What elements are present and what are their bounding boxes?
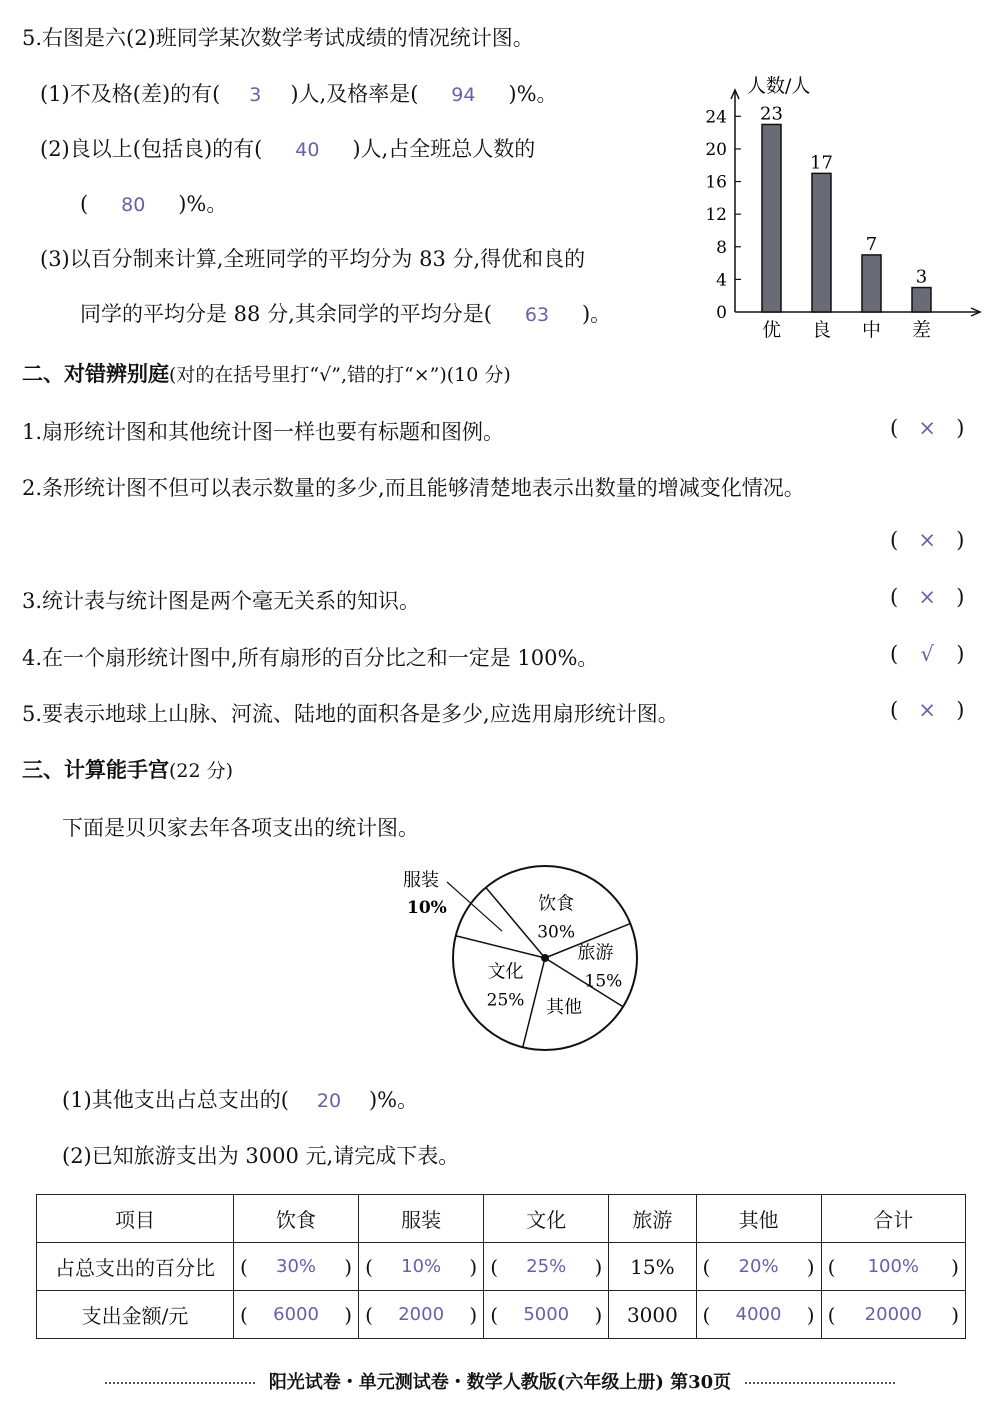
footer-divider-left <box>105 1382 255 1384</box>
y-tick-label: 4 <box>716 270 727 291</box>
table-cell-value: 10% <box>401 1256 442 1277</box>
table-header-cell: 合计 <box>821 1195 965 1243</box>
bar <box>912 288 931 312</box>
table-row-label: 支出金额/元 <box>37 1291 234 1339</box>
x-category-label: 中 <box>861 319 882 341</box>
table-header-cell: 旅游 <box>609 1195 696 1243</box>
judge-item-4: 4.在一个扇形统计图中,所有扇形的百分比之和一定是 100%。 <box>22 646 599 670</box>
bar-value-label: 7 <box>865 233 878 255</box>
bar <box>812 173 831 312</box>
pie-label-name: 服装 <box>403 870 439 891</box>
expense-table <box>36 1194 966 1339</box>
bar-value-label: 23 <box>760 103 783 125</box>
section3-header <box>22 754 233 784</box>
table-cell[interactable]: ( 20% ) <box>696 1243 821 1291</box>
table-cell[interactable]: ( 20000 ) <box>821 1291 965 1339</box>
q5-part1-answer1[interactable]: 3 <box>249 84 262 106</box>
page-footer <box>0 1368 1000 1394</box>
q5-part2-text-b: )人,占全班总人数的 <box>352 137 536 161</box>
q5-part1-text-c: )%。 <box>508 82 558 106</box>
score-bar-chart <box>695 60 985 360</box>
judge-mark-5: × <box>918 698 936 722</box>
q5-stem: 5.右图是六(2)班同学某次数学考试成绩的情况统计图。 <box>22 26 534 50</box>
q5-part1-text-b: )人,及格率是( <box>290 82 419 106</box>
table-cell-value: 5000 <box>523 1304 570 1325</box>
judge-bracket-5[interactable]: ( × ) <box>890 698 965 722</box>
judge-mark-3: × <box>918 585 936 609</box>
table-row-amount <box>37 1291 966 1339</box>
pie-label-percent: 25% <box>486 990 525 1011</box>
table-header-cell: 文化 <box>484 1195 609 1243</box>
x-category-label: 优 <box>761 319 782 341</box>
q5-part3: (3)以百分制来计算,全班同学的平均分为 83 分,得优和良的 <box>40 247 586 271</box>
bar <box>762 124 781 312</box>
section3-q1-text-a: (1)其他支出占总支出的( <box>62 1088 289 1112</box>
pie-label-percent: 10% <box>407 898 447 918</box>
x-category-label: 差 <box>911 319 932 341</box>
section3-intro: 下面是贝贝家去年各项支出的统计图。 <box>62 816 419 840</box>
table-header-row <box>37 1195 966 1243</box>
table-cell: 15% <box>609 1243 696 1291</box>
table-cell[interactable]: ( 6000 ) <box>234 1291 359 1339</box>
pie-label-name: 旅游 <box>577 942 614 964</box>
judge-bracket-1[interactable]: ( × ) <box>890 416 965 440</box>
table-cell-value: 2000 <box>398 1304 445 1325</box>
section3-q2: (2)已知旅游支出为 3000 元,请完成下表。 <box>62 1144 460 1168</box>
y-tick-label: 8 <box>716 237 727 258</box>
expense-pie-chart <box>395 858 655 1068</box>
table-cell[interactable]: ( 5000 ) <box>484 1291 609 1339</box>
pie-label-percent: 30% <box>537 922 576 943</box>
q5-part2-line2 <box>80 188 227 218</box>
table-cell-value: 20% <box>738 1256 779 1277</box>
section3-q1-answer[interactable]: 20 <box>316 1090 342 1112</box>
table-cell-value: 30% <box>276 1256 317 1277</box>
table-row-label: 占总支出的百分比 <box>37 1243 234 1291</box>
x-category-label: 良 <box>811 319 832 341</box>
footer-text: 阳光试卷・单元测试卷・数学人教版(六年级上册) 第30页 <box>268 1372 732 1393</box>
pie-label-name: 饮食 <box>538 893 575 915</box>
table-cell-value: 25% <box>526 1256 567 1277</box>
judge-bracket-4[interactable]: ( √ ) <box>890 642 965 666</box>
table-cell[interactable]: ( 10% ) <box>359 1243 484 1291</box>
y-tick-label: 24 <box>705 107 727 128</box>
y-axis-label: 人数/人 <box>747 75 811 97</box>
table-cell[interactable]: ( 100% ) <box>821 1243 965 1291</box>
q5-part2-text-a: (2)良以上(包括良)的有( <box>40 137 263 161</box>
table-header-cell: 服装 <box>359 1195 484 1243</box>
pie-center <box>541 954 549 962</box>
y-tick-label: 16 <box>705 172 727 193</box>
table-header-cell: 其他 <box>696 1195 821 1243</box>
table-cell-value: 20000 <box>864 1304 922 1325</box>
table-cell-value: 6000 <box>273 1304 319 1325</box>
table-row-percent <box>37 1243 966 1291</box>
q5-part2-text-c: ( <box>80 192 89 216</box>
section2-title: 二、对错辨别庭 <box>22 361 169 386</box>
table-header-cell: 项目 <box>37 1195 234 1243</box>
q5-part1-answer2[interactable]: 94 <box>451 84 476 106</box>
bar-value-label: 17 <box>810 152 833 174</box>
q5-part3-text-b: 同学的平均分是 88 分,其余同学的平均分是( <box>80 302 492 326</box>
pie-label-name: 文化 <box>487 961 524 983</box>
table-cell[interactable]: ( 25% ) <box>484 1243 609 1291</box>
bar-value-label: 3 <box>915 266 928 288</box>
q5-part2 <box>40 133 535 163</box>
y-tick-label: 12 <box>705 205 727 226</box>
q5-part1 <box>40 78 558 108</box>
judge-item-1: 1.扇形统计图和其他统计图一样也要有标题和图例。 <box>22 420 505 444</box>
section3-note: (22 分) <box>169 760 234 782</box>
q5-part3-text-c: )。 <box>581 302 612 326</box>
y-tick-label: 20 <box>705 139 727 160</box>
section2-header <box>22 358 511 388</box>
y-tick-label: 0 <box>716 303 727 323</box>
judge-bracket-3[interactable]: ( × ) <box>890 585 965 609</box>
table-cell: 3000 <box>609 1291 696 1339</box>
table-cell[interactable]: ( 4000 ) <box>696 1291 821 1339</box>
judge-item-3: 3.统计表与统计图是两个毫无关系的知识。 <box>22 589 421 613</box>
section3-q1 <box>62 1084 418 1114</box>
table-cell-value: 100% <box>867 1256 920 1277</box>
section2-note: (对的在括号里打“√”,错的打“×”)(10 分) <box>169 364 511 386</box>
judge-bracket-2[interactable]: ( × ) <box>890 528 965 552</box>
judge-item-2: 2.条形统计图不但可以表示数量的多少,而且能够清楚地表示出数量的增减变化情况。 <box>22 476 805 500</box>
section3-q1-text-b: )%。 <box>368 1088 419 1112</box>
q5-part3-answer[interactable]: 63 <box>524 304 550 326</box>
q5-part2-answer2[interactable]: 80 <box>121 194 146 216</box>
pie-label-name: 其他 <box>545 996 582 1018</box>
judge-item-5: 5.要表示地球上山脉、河流、陆地的面积各是多少,应选用扇形统计图。 <box>22 702 679 726</box>
table-header-cell: 饮食 <box>234 1195 359 1243</box>
q5-part2-text-d: )%。 <box>178 192 228 216</box>
table-cell-value: 4000 <box>735 1304 782 1325</box>
q5-part1-text-a: (1)不及格(差)的有( <box>40 82 221 106</box>
bar-chart-bars <box>762 124 931 312</box>
judge-mark-4: √ <box>920 642 934 666</box>
pie-label-percent: 15% <box>584 971 623 992</box>
q5-part2-answer1[interactable]: 40 <box>295 139 320 161</box>
bar <box>862 255 881 312</box>
q5-part3-line2 <box>80 298 611 328</box>
judge-mark-2: × <box>918 528 936 552</box>
judge-mark-1: × <box>918 416 936 440</box>
section3-title: 三、计算能手宫 <box>22 757 169 782</box>
table-cell[interactable]: ( 30% ) <box>234 1243 359 1291</box>
footer-divider-right <box>745 1382 895 1384</box>
table-cell[interactable]: ( 2000 ) <box>359 1291 484 1339</box>
